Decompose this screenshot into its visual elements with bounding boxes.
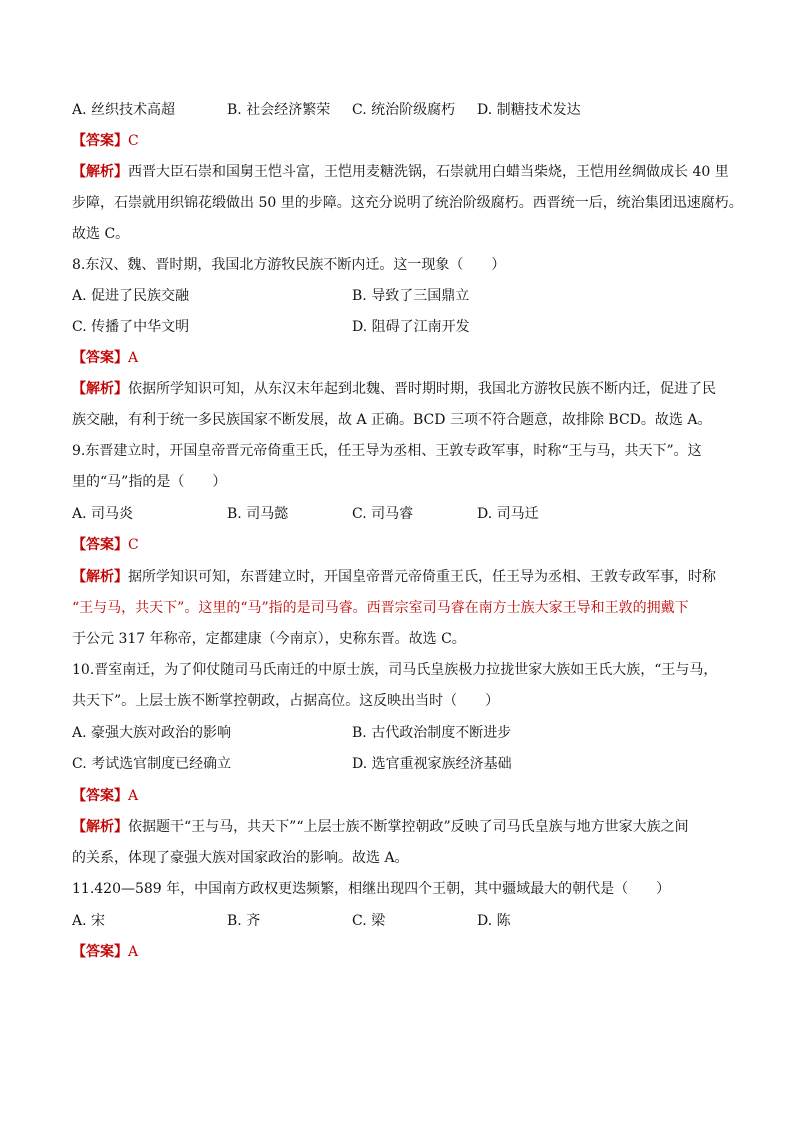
q7-option-d: D. 制糖技术发达	[477, 102, 581, 118]
q10-explanation-line-2: 的关系，体现了豪强大族对国家政治的影响。故选 A。	[72, 850, 409, 866]
answer-tag: 【答案】	[72, 788, 128, 804]
answer-value: A	[128, 788, 139, 804]
q8-explanation-line-2: 族交融，有利于统一多民族国家不断发展，故 A 正确。BCD 三项不符合题意，故排除 BCD。故选 A。	[72, 412, 712, 428]
q10-explanation-line-1	[72, 817, 689, 837]
q7-explanation-line-3: 故选 C。	[72, 226, 130, 242]
q10-stem-line-1: 10.晋室南迁，为了仰仗随司马氏南迁的中原士族，司马氏皇族极力拉拢世家大族如王氏大族，“王与马，	[72, 662, 718, 678]
answer-tag: 【答案】	[72, 133, 128, 149]
q8-option-c: C. 传播了中华文明	[72, 319, 190, 335]
q8-stem: 8.东汉、魏、晋时期，我国北方游牧民族不断内迁。这一现象（ ）	[72, 257, 506, 273]
q11-option-d: D. 陈	[477, 913, 511, 929]
explanation-text: 西晋大臣石崇和国舅王恺斗富，王恺用麦糖洗锅，石崇就用白蜡当柴烧，王恺用丝绸做成长 40 里	[128, 164, 729, 180]
q8-explanation-line-1	[72, 379, 716, 399]
explanation-text: 依据所学知识可知，从东汉末年起到北魏、晋时期时期，我国北方游牧民族不断内迁，促进了民	[128, 381, 716, 397]
q9-answer	[72, 535, 139, 555]
explanation-tag: 【解析】	[72, 164, 128, 180]
q9-option-a: A. 司马炎	[72, 506, 134, 522]
answer-value: C	[128, 537, 139, 553]
q9-stem-line-2: 里的“马”指的是（ ）	[72, 474, 227, 490]
q7-option-c: C. 统治阶级腐朽	[352, 102, 456, 118]
q7-explanation-line-2: 步障，石崇就用织锦花缎做出 50 里的步障。这充分说明了统治阶级腐朽。西晋统一后，统治集团迅速腐朽。	[72, 195, 743, 211]
q11-option-c: C. 梁	[352, 913, 386, 929]
answer-tag: 【答案】	[72, 537, 128, 553]
explanation-tag: 【解析】	[72, 819, 128, 835]
q11-option-b: B. 齐	[227, 913, 261, 929]
q8-answer	[72, 348, 138, 368]
q8-option-d: D. 阻碍了江南开发	[352, 319, 470, 335]
answer-value: C	[128, 133, 139, 149]
q10-option-d: D. 选官重视家族经济基础	[352, 756, 512, 772]
answer-tag: 【答案】	[72, 944, 128, 960]
q9-option-d: D. 司马迁	[477, 506, 539, 522]
q11-option-a: A. 宋	[72, 913, 106, 929]
q7-option-a: A. 丝织技术高超	[72, 102, 176, 118]
q8-option-a: A. 促进了民族交融	[72, 288, 190, 304]
q9-explanation-line-1	[72, 567, 716, 587]
q11-answer	[72, 942, 138, 962]
q9-option-b: B. 司马懿	[227, 506, 289, 522]
q7-option-b: B. 社会经济繁荣	[227, 102, 331, 118]
answer-value: A	[128, 944, 139, 960]
q7-explanation-line-1	[72, 162, 729, 182]
q10-option-a: A. 豪强大族对政治的影响	[72, 725, 232, 741]
explanation-text: 据所学知识可知，东晋建立时，开国皇帝晋元帝倚重王氏，任王导为丞相、王敦专政军事，时称	[128, 569, 716, 585]
explanation-text: 依据题干“王与马，共天下”“上层士族不断掌控朝政”反映了司马氏皇族与地方世家大族之间	[128, 819, 689, 835]
q9-explanation-line-3: 于公元 317 年称帝，定都建康（今南京），史称东晋。故选 C。	[72, 631, 466, 647]
q7-answer	[72, 131, 139, 151]
answer-value: A	[128, 350, 139, 366]
q9-option-c: C. 司马睿	[352, 506, 414, 522]
q10-answer	[72, 786, 138, 806]
q9-stem-line-1: 9.东晋建立时，开国皇帝晋元帝倚重王氏，任王导为丞相、王敦专政军事，时称“王与马，共天下”。这	[72, 443, 702, 459]
q10-option-c: C. 考试选官制度已经确立	[72, 756, 232, 772]
answer-tag: 【答案】	[72, 350, 128, 366]
explanation-tag: 【解析】	[72, 381, 128, 397]
q10-stem-line-2: 共天下”。上层士族不断掌控朝政，占据高位。这反映出当时（ ）	[72, 693, 500, 709]
explanation-tag: 【解析】	[72, 569, 128, 585]
q9-explanation-line-2: “王与马，共天下”。这里的“马”指的是司马睿。西晋宗室司马睿在南方士族大家王导和王敦的拥戴下	[72, 600, 689, 616]
q8-option-b: B. 导致了三国鼎立	[352, 288, 470, 304]
q10-option-b: B. 古代政治制度不断进步	[352, 725, 512, 741]
q11-stem: 11.420—589 年，中国南方政权更迭频繁，相继出现四个王朝，其中疆域最大的朝代是（ ）	[72, 881, 671, 897]
